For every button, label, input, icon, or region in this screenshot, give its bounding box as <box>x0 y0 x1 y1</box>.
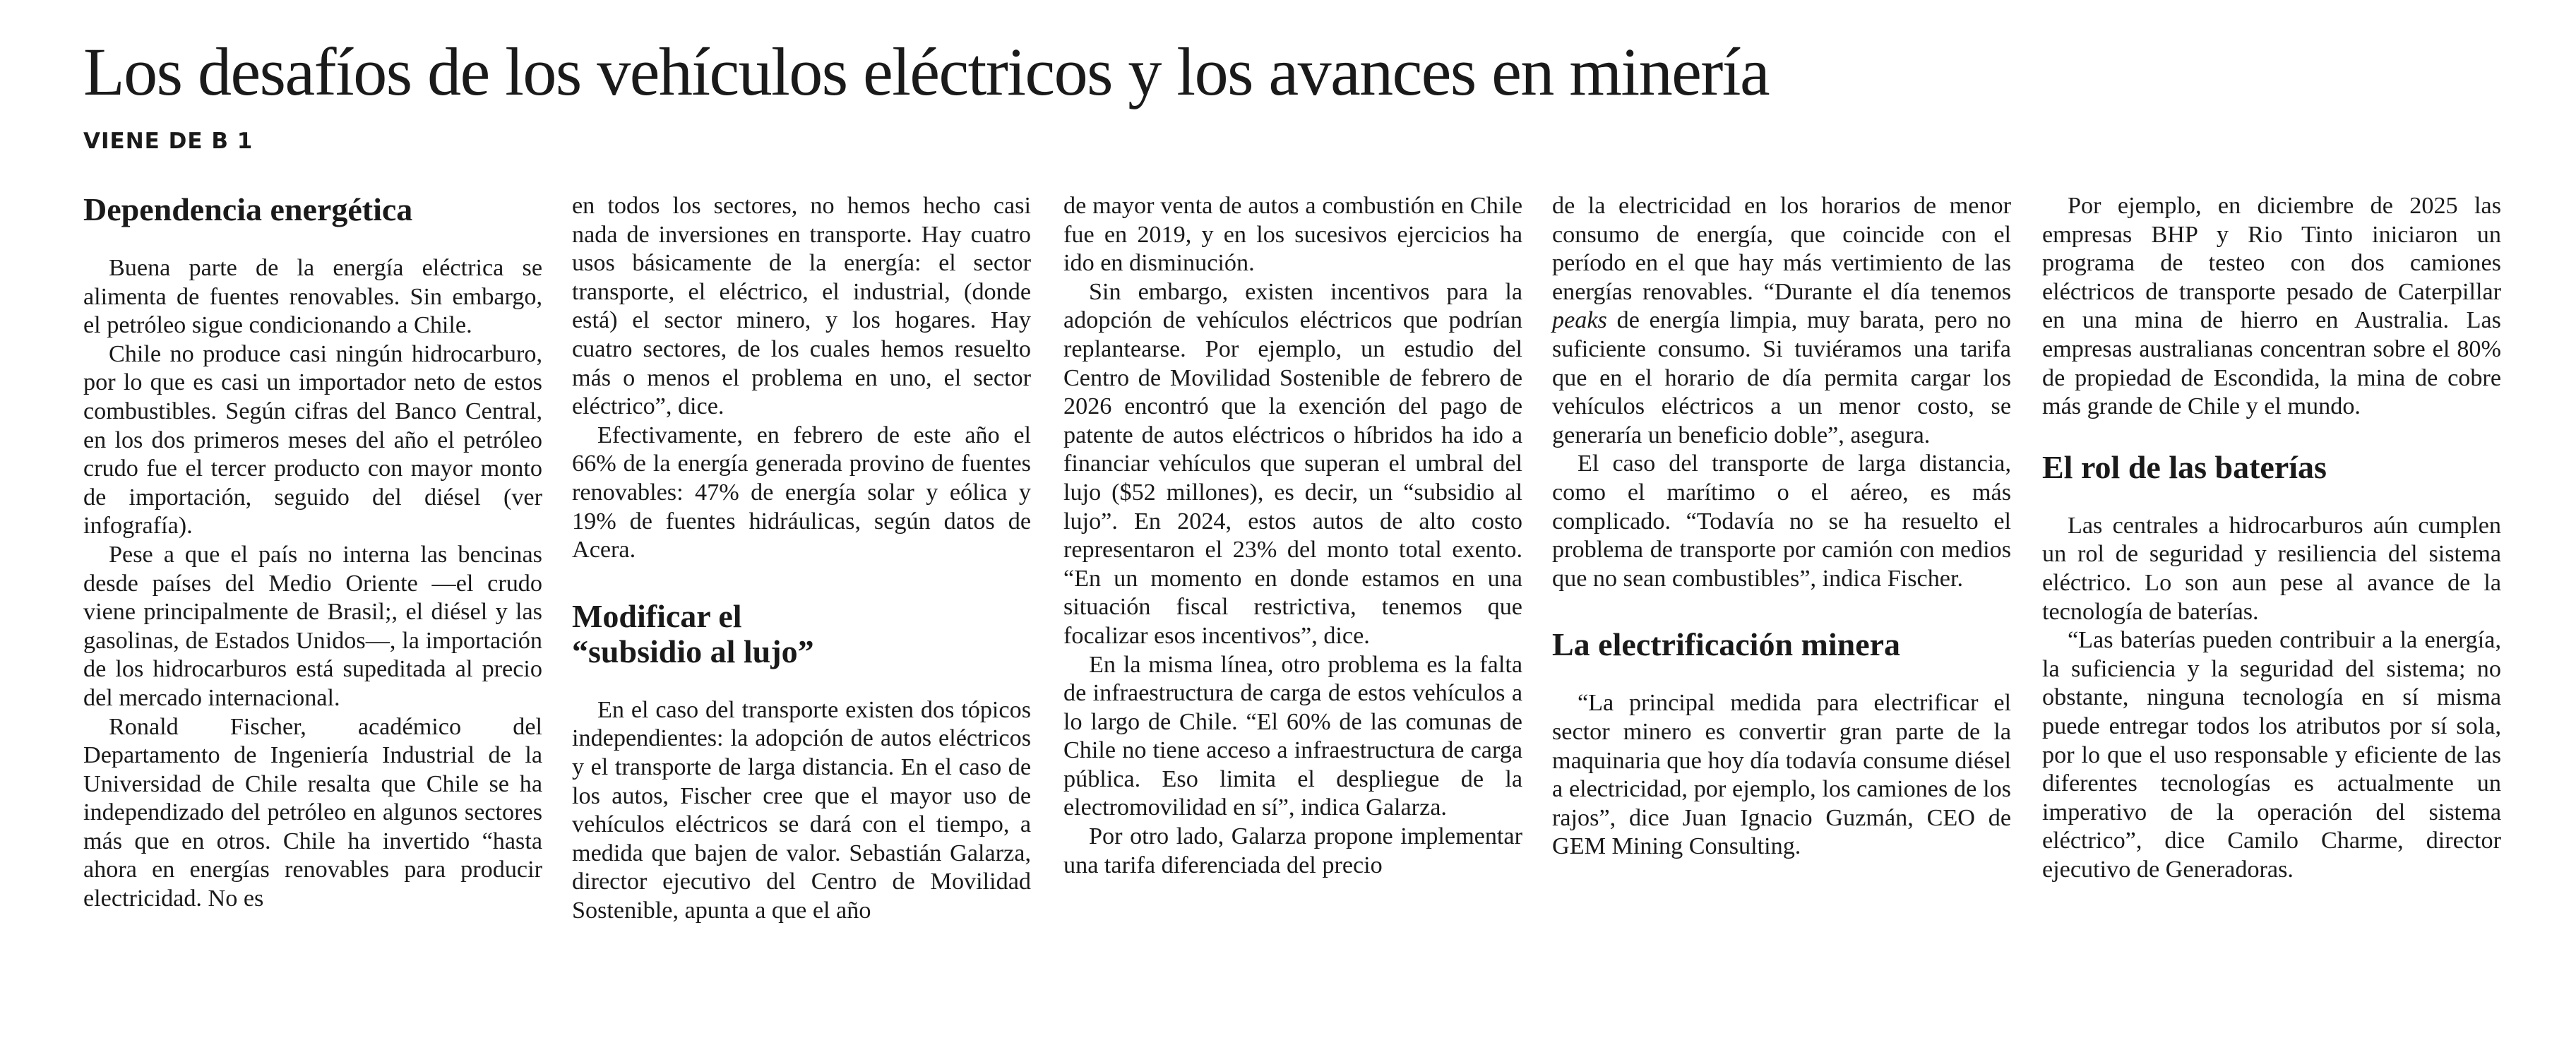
paragraph: Buena parte de la energía eléctrica se alimenta de fuentes renovables. Sin embargo, el petróleo sigue condicionando a Chile. <box>83 255 542 339</box>
italic-word: peaks <box>1552 307 1607 334</box>
text-run: de la electricidad en los horarios de menor consumo de energía, que coincide con el período en el que hay más vertimiento de las energías renovables. “Durante el día tenemos <box>1552 193 2011 305</box>
paragraph: Sin embargo, existen incentivos para la adopción de vehículos eléctricos que podrían replantearse. Por ejemplo, un estudio del Centro de Movilidad Sostenible de febrero de 2026 encontró que la exención del pago de patente de autos eléctricos o híbridos ha ido a financiar vehículos que superan el umbral del lujo ($52 millones), es decir, un “subsidio al lujo”. En 2024, estos autos de alto costo representaron el 23% del monto total exento. “En un momento en donde estamos en una situación fiscal restrictiva, tenemos que focalizar esos incentivos”, dice. <box>1063 278 1522 649</box>
paragraph: Las centrales a hidrocarburos aún cumplen un rol de seguridad y resiliencia del sistema eléctrico. Lo son aun pese al avance de la tecnología de baterías. <box>2042 512 2501 625</box>
paragraph: El caso del transporte de larga distancia, como el marítimo o el aéreo, es más complicado. “Todavía no se ha resuelto el problema de transporte por camión con medios que no sean combustibles”, indica Fischer. <box>1552 451 2011 592</box>
paragraph: En el caso del transporte existen dos tópicos independientes: la adopción de autos eléctricos y el transporte de larga distancia. En el caso de los autos, Fischer cree que el mayor uso de vehículos eléctricos se dará con el tiempo, a medida que bajen de valor. Sebastián Galarza, director ejecutivo del Centro de Movilidad Sostenible, apunta a que el año <box>572 696 1031 924</box>
paragraph-continued <box>1552 192 2011 450</box>
text-run: de energía limpia, muy barata, pero no suficiente consumo. Si tuviéramos una tarifa que en el horario de día permita cargar los vehículos eléctricos a un menor costo, se generaría un beneficio doble”, asegura. <box>1552 307 2011 448</box>
subhead-line: “subsidio al lujo” <box>572 633 814 669</box>
paragraph: “Las baterías pueden contribuir a la energía, la suficiencia y la seguridad del sistema; no obstante, ninguna tecnología en sí misma puede entregar todos los atributos por sí sola, por lo que el uso responsable y eficiente de las diferentes tecnologías es actualmente un imperativo de la operación del sistema eléctrico”, dice Camilo Charme, director ejecutivo de Generadoras. <box>2042 627 2501 883</box>
paragraph: Pese a que el país no interna las bencinas desde países del Medio Oriente —el crudo viene principalmente de Brasil;, el diésel y las gasolinas, de Estados Unidos—, la importación de los hidrocarburos está supeditada al precio del mercado internacional. <box>83 541 542 711</box>
paragraph: Por otro lado, Galarza propone implementar una tarifa diferenciada del precio <box>1063 823 1522 878</box>
paragraph: “La principal medida para electrificar el sector minero es convertir gran parte de la maquinaria que hoy día todavía consume diésel a electricidad, por ejemplo, los camiones de los rajos”, dice Juan Ignacio Guzmán, CEO de GEM Mining Consulting. <box>1552 690 2011 860</box>
subhead-baterias: El rol de las baterías <box>2042 448 2327 485</box>
column-4 <box>1552 192 2011 861</box>
paragraph-continued: de mayor venta de autos a combustión en Chile fue en 2019, y en los sucesivos ejercicios ha ido en disminución. <box>1063 193 1522 277</box>
paragraph-continued: en todos los sectores, no hemos hecho casi nada de inversiones en transporte. Hay cuatro usos básicamente de la energía: el sector transporte, el eléctrico, el industrial, (donde está) el sector minero, y los hogares. Hay cuatro sectores, de los cuales hemos resuelto más o menos el problema en uno, el sector eléctrico”, dice. <box>572 193 1031 420</box>
subhead-electrificacion: La electrificación minera <box>1552 626 1901 663</box>
column-1 <box>83 192 542 914</box>
paragraph: En la misma línea, otro problema es la falta de infraestructura de carga de estos vehículos a lo largo de Chile. “El 60% de las comunas de Chile no tiene acceso a infraestructura de carga pública. Eso limita el despliegue de la electromovilidad en sí”, indica Galarza. <box>1063 651 1522 821</box>
paragraph: Ronald Fischer, académico del Departamento de Ingeniería Industrial de la Universidad de Chile resalta que Chile se ha independizado del petróleo en algunos sectores más que en otros. Chile ha invertido “hasta ahora en energías renovables para producir electricidad. No es <box>83 713 542 912</box>
column-5 <box>2042 192 2501 884</box>
subhead-line: Modificar el <box>572 597 742 634</box>
paragraph: Chile no produce casi ningún hidrocarburo, por lo que es casi un importador neto de estos combustibles. Según cifras del Banco Central, en los dos primeros meses del año el petróleo crudo fue el tercer producto con mayor monto de importación, seguido del diésel (ver infografía). <box>83 340 542 539</box>
subhead-modificar <box>572 599 1031 669</box>
kicker: VIENE DE B 1 <box>83 129 254 154</box>
column-3 <box>1063 192 1522 880</box>
subhead-dependencia: Dependencia energética <box>83 191 413 227</box>
paragraph: Por ejemplo, en diciembre de 2025 las empresas BHP y Rio Tinto iniciaron un programa de testeo con dos camiones eléctricos de transporte pesado de Caterpillar en una mina de hierro en Australia. Las empresas australianas concentran sobre el 80% de propiedad de Escondida, la mina de cobre más grande de Chile y el mundo. <box>2042 193 2501 420</box>
column-2 <box>572 192 1031 925</box>
paragraph: Efectivamente, en febrero de este año el 66% de la energía generada provino de fuentes renovables: 47% de energía solar y eólica y 19% de fuentes hidráulicas, según datos de Acera. <box>572 422 1031 563</box>
headline: Los desafíos de los vehículos eléctricos y los avances en minería <box>83 34 1770 109</box>
